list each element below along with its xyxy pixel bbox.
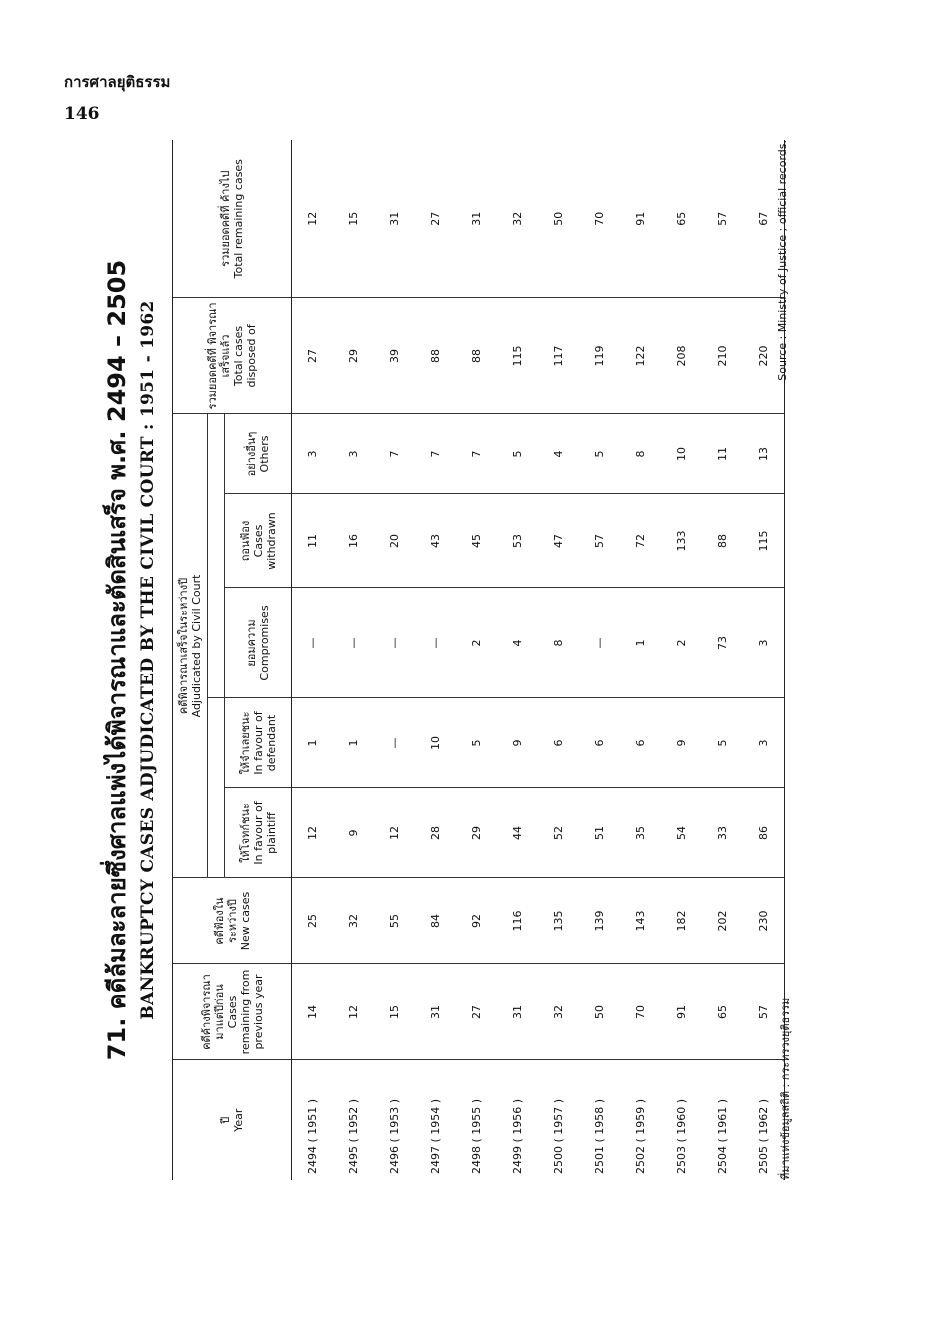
header-plaintiff: ให้โจทก์ชนะ In favour of plaintiff (225, 788, 292, 878)
cell-disposed: 122 (620, 298, 661, 414)
cell-new-cases: 116 (497, 878, 538, 964)
cell-withdrawn: 11 (292, 494, 334, 588)
cell-compromises: 3 (743, 588, 785, 698)
table-row (374, 140, 415, 1180)
cell-plaintiff: 28 (415, 788, 456, 878)
cell-year: 2495 ( 1952 ) (347, 1098, 360, 1174)
cell-disposed: 220 (743, 298, 785, 414)
cell-year: 2505 ( 1962 ) (743, 1060, 785, 1180)
running-head: การศาลยุติธรรม (64, 73, 171, 91)
cell-total-remaining: 32 (497, 140, 538, 298)
header-others: อย่างอื่นๆ Others (225, 414, 292, 494)
cell-total-remaining: 50 (538, 140, 579, 298)
cell-total-remaining: 31 (374, 140, 415, 298)
cell-year: 2498 ( 1955 ) (470, 1098, 483, 1174)
cell-year: 2494 ( 1951 ) (306, 1098, 319, 1174)
table-row (497, 140, 538, 1180)
cell-defendant: 1 (292, 698, 334, 788)
cell-remaining-prev: 31 (497, 964, 538, 1060)
cell-new-cases: 92 (456, 878, 497, 964)
cell-new-cases: 55 (374, 878, 415, 964)
header-withdrawn: ถอนฟ้อง Cases withdrawn (225, 494, 292, 588)
cell-withdrawn: 133 (661, 494, 702, 588)
header-disposed: รวมยอดคดีที่ พิจารณาเสร็จแล้ว Total cases disposed of (173, 298, 292, 414)
cell-new-cases: 25 (292, 878, 334, 964)
table-row (456, 140, 497, 1180)
cell-others: 5 (497, 414, 538, 494)
cell-compromises: 2 (661, 588, 702, 698)
cell-disposed: 119 (579, 298, 620, 414)
table-row (661, 140, 702, 1180)
header-adjudicated: คดีพิจารณาเสร็จในระหว่างปี Adjudicated by Civil Court (173, 414, 208, 878)
cell-withdrawn: 16 (333, 494, 374, 588)
cell-others: 7 (415, 414, 456, 494)
cell-defendant: 6 (620, 698, 661, 788)
cell-remaining-prev: 12 (333, 964, 374, 1060)
cell-new-cases: 230 (743, 878, 785, 964)
table-row (702, 140, 743, 1180)
cell-compromises: 8 (538, 588, 579, 698)
cell-plaintiff: 54 (661, 788, 702, 878)
cell-remaining-prev: 15 (374, 964, 415, 1060)
cell-total-remaining: 65 (661, 140, 702, 298)
cell-defendant: — (374, 698, 415, 788)
cell-total-remaining: 91 (620, 140, 661, 298)
cell-disposed: 210 (702, 298, 743, 414)
table-row (538, 140, 579, 1180)
cell-defendant: 6 (579, 698, 620, 788)
source-note-english: Source : Ministry of Justice ; official records. (776, 140, 789, 381)
cell-withdrawn: 57 (579, 494, 620, 588)
cell-others: 5 (579, 414, 620, 494)
cell-new-cases: 32 (333, 878, 374, 964)
cell-year: 2502 ( 1959 ) (634, 1098, 647, 1174)
cell-total-remaining: 57 (702, 140, 743, 298)
cell-disposed: 88 (415, 298, 456, 414)
cell-compromises: 73 (702, 588, 743, 698)
cell-compromises: — (579, 588, 620, 698)
cell-defendant: 5 (456, 698, 497, 788)
cell-total-remaining: 70 (579, 140, 620, 298)
cell-compromises: 2 (456, 588, 497, 698)
cell-total-remaining: 31 (456, 140, 497, 298)
cell-withdrawn: 88 (702, 494, 743, 588)
cell-compromises: — (292, 588, 334, 698)
cell-year: 2500 ( 1957 ) (552, 1098, 565, 1174)
cell-year: 2504 ( 1961 ) (716, 1098, 729, 1174)
cell-new-cases: 135 (538, 878, 579, 964)
cell-defendant: 3 (743, 698, 785, 788)
cell-others: 8 (620, 414, 661, 494)
cell-remaining-prev: 57 (743, 964, 785, 1060)
cell-withdrawn: 20 (374, 494, 415, 588)
header-remaining-prev: คดีค้างพิจารณา มาแต่ปีก่อน Cases remaining from previous year (173, 964, 292, 1060)
cell-remaining-prev: 27 (456, 964, 497, 1060)
cell-defendant: 10 (415, 698, 456, 788)
cell-compromises: 4 (497, 588, 538, 698)
cell-plaintiff: 86 (743, 788, 785, 878)
table-title-english: BANKRUPTCY CASES ADJUDICATED BY THE CIVIL COURT : 1951 - 1962 (138, 300, 158, 1020)
cell-compromises: 1 (620, 588, 661, 698)
cell-withdrawn: 115 (743, 494, 785, 588)
cell-plaintiff: 12 (292, 788, 334, 878)
cell-disposed: 39 (374, 298, 415, 414)
cell-withdrawn: 72 (620, 494, 661, 588)
header-year: ปี Year (173, 1060, 292, 1180)
cell-others: 11 (702, 414, 743, 494)
cell-remaining-prev: 31 (415, 964, 456, 1060)
cell-defendant: 1 (333, 698, 374, 788)
cell-others: 10 (661, 414, 702, 494)
cell-withdrawn: 45 (456, 494, 497, 588)
cell-withdrawn: 43 (415, 494, 456, 588)
cell-plaintiff: 29 (456, 788, 497, 878)
cell-compromises: — (415, 588, 456, 698)
cell-defendant: 9 (497, 698, 538, 788)
cell-disposed: 29 (333, 298, 374, 414)
cell-compromises: — (333, 588, 374, 698)
cell-disposed: 88 (456, 298, 497, 414)
cell-withdrawn: 47 (538, 494, 579, 588)
table-row (579, 140, 620, 1180)
cell-new-cases: 139 (579, 878, 620, 964)
page-number: 146 (64, 104, 100, 124)
cell-total-remaining: 67 (743, 140, 785, 298)
cell-remaining-prev: 65 (702, 964, 743, 1060)
cell-disposed: 115 (497, 298, 538, 414)
cell-new-cases: 202 (702, 878, 743, 964)
cell-new-cases: 143 (620, 878, 661, 964)
cell-plaintiff: 33 (702, 788, 743, 878)
source-note-thai: ที่มาแห่งข้อมูลสถิติ : กระทรวงยุติธรรม (779, 997, 792, 1180)
header-spacer (208, 698, 225, 878)
header-spacer (208, 414, 225, 698)
header-total-remaining: รวมยอดคดีที่ ค้างไป Total remaining cases (173, 140, 292, 298)
cell-total-remaining: 12 (292, 140, 334, 298)
cell-plaintiff: 52 (538, 788, 579, 878)
table-title-thai: 71. คดีล้มละลายซึ่งศาลแพ่งได้พิจารณาและตัดสินเสร็จ พ.ศ. 2494 – 2505 (103, 259, 131, 1061)
cell-year: 2503 ( 1960 ) (675, 1098, 688, 1174)
cell-compromises: — (374, 588, 415, 698)
cell-others: 7 (374, 414, 415, 494)
cell-year: 2499 ( 1956 ) (511, 1098, 524, 1174)
cell-remaining-prev: 14 (292, 964, 334, 1060)
header-compromises: ยอมความ Compromises (225, 588, 292, 698)
cell-remaining-prev: 32 (538, 964, 579, 1060)
cell-year: 2496 ( 1953 ) (388, 1098, 401, 1174)
cell-disposed: 208 (661, 298, 702, 414)
cell-total-remaining: 15 (333, 140, 374, 298)
cell-plaintiff: 35 (620, 788, 661, 878)
cell-remaining-prev: 50 (579, 964, 620, 1060)
cell-others: 13 (743, 414, 785, 494)
table-row (415, 140, 456, 1180)
header-new-cases: คดีฟ้องใน ระหว่างปี New cases (173, 878, 292, 964)
table-row (620, 140, 661, 1180)
cell-disposed: 27 (292, 298, 334, 414)
cell-others: 3 (333, 414, 374, 494)
header-defendant: ให้จำเลยชนะ In favour of defendant (225, 698, 292, 788)
cell-plaintiff: 9 (333, 788, 374, 878)
table-body (292, 140, 785, 1180)
cell-plaintiff: 44 (497, 788, 538, 878)
cell-defendant: 9 (661, 698, 702, 788)
cell-defendant: 6 (538, 698, 579, 788)
cell-plaintiff: 51 (579, 788, 620, 878)
cell-withdrawn: 53 (497, 494, 538, 588)
cell-year: 2497 ( 1954 ) (429, 1098, 442, 1174)
cell-year: 2501 ( 1958 ) (593, 1098, 606, 1174)
cell-remaining-prev: 70 (620, 964, 661, 1060)
rotated-table-sheet (100, 140, 812, 1180)
cell-others: 3 (292, 414, 334, 494)
cell-others: 7 (456, 414, 497, 494)
cell-total-remaining: 27 (415, 140, 456, 298)
cell-remaining-prev: 91 (661, 964, 702, 1060)
cell-new-cases: 182 (661, 878, 702, 964)
cell-plaintiff: 12 (374, 788, 415, 878)
bankruptcy-cases-table (172, 140, 785, 1180)
cell-new-cases: 84 (415, 878, 456, 964)
table-row (292, 140, 334, 1180)
table-row (333, 140, 374, 1180)
cell-disposed: 117 (538, 298, 579, 414)
cell-others: 4 (538, 414, 579, 494)
cell-defendant: 5 (702, 698, 743, 788)
